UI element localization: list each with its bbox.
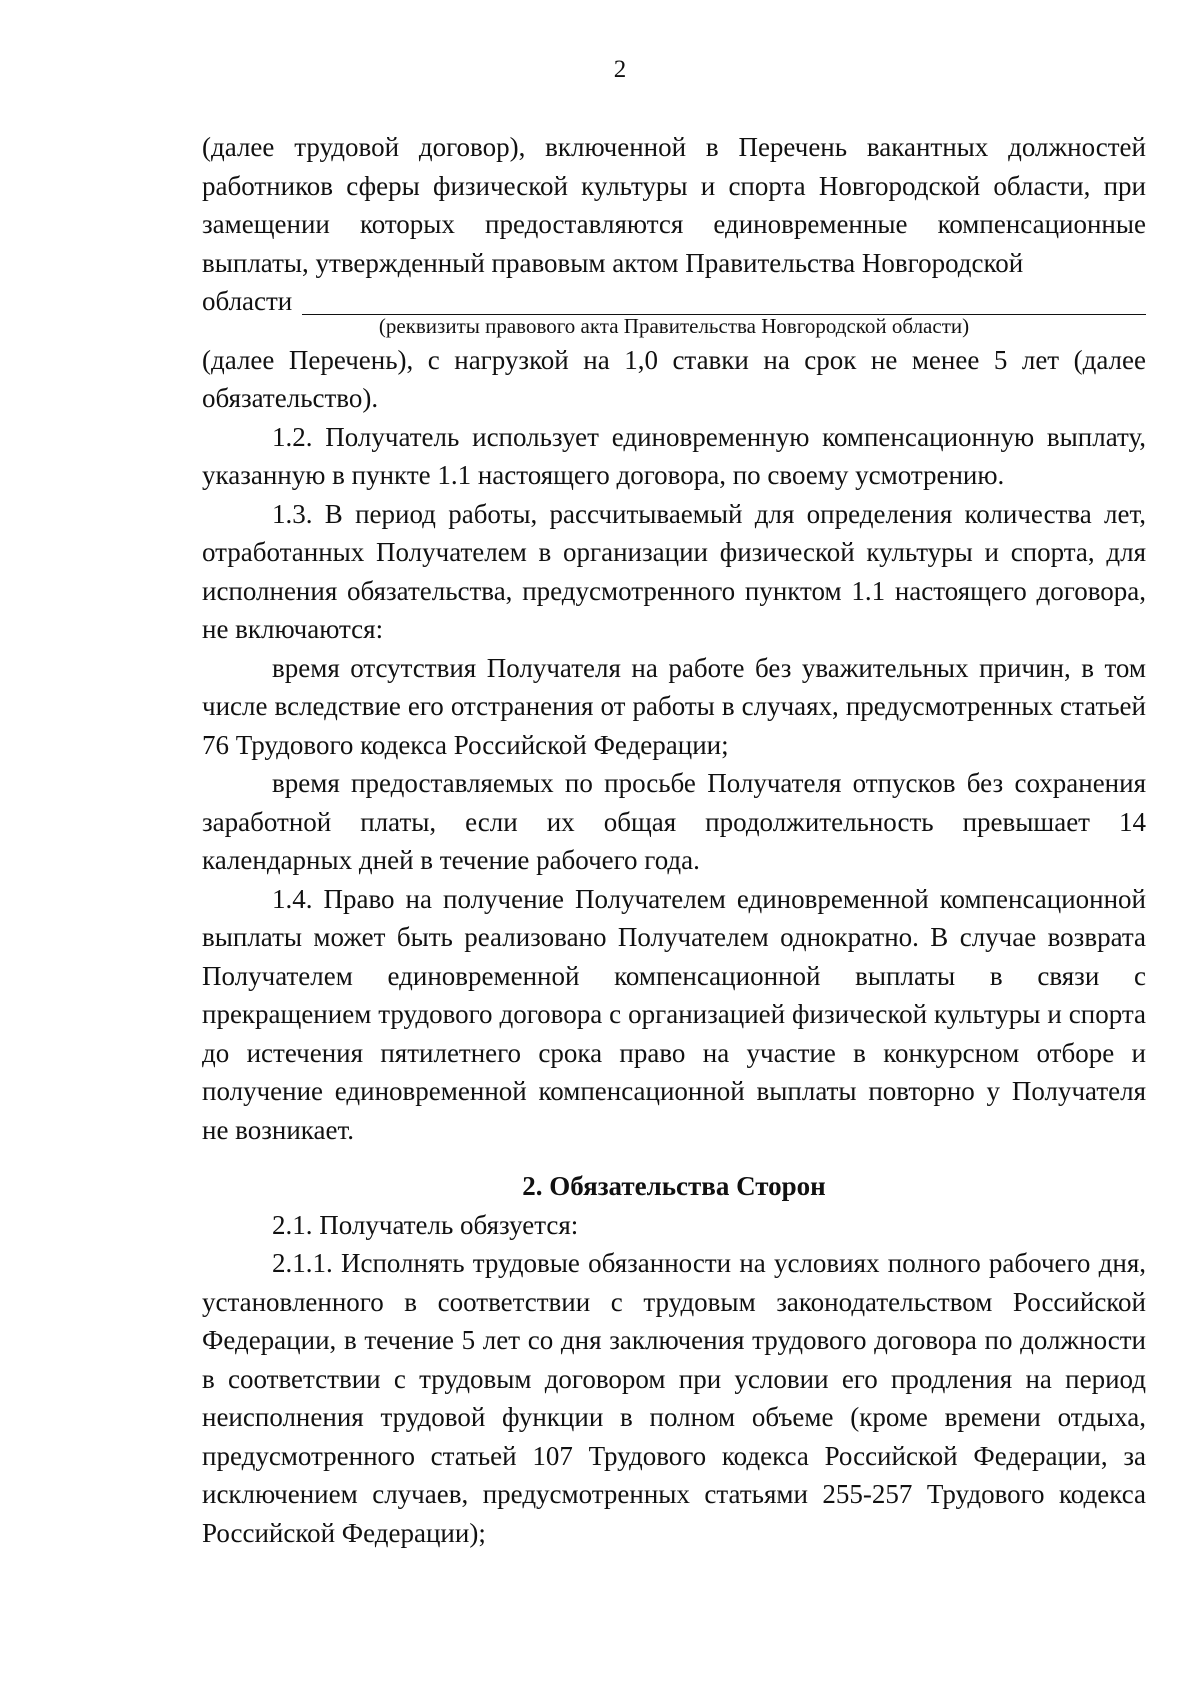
- section-2-heading: 2. Обязательства Сторон: [522, 1171, 826, 1201]
- paragraph-2-1: 2.1. Получатель обязуется:: [272, 1209, 579, 1240]
- document-body: [202, 128, 1146, 1552]
- paragraph-2-1-1: 2.1.1. Исполнять трудовые обязанности на условиях полного рабочего дня, установленного в соответствии с трудовым законодательством Российской Федерации, в течение 5 лет со дня заключения трудового договора по должности в соответствии с трудовым договором при условии его продления на период неисполнения трудовой функции в полном объеме (кроме времени отдыха, предусмотренного статьей 107 Трудового кодекса Российской Федерации, за исключением случаев, предусмотренных статьями 255-257 Трудового кодекса Российской Федерации);: [202, 1248, 1146, 1548]
- paragraph-1-3: 1.3. В период работы, рассчитываемый для определения количества лет, отработанных Получателем в организации физической культуры и спорта, для исполнения обязательства, предусмотренного пунктом 1.1 настоящего договора, не включаются:: [202, 498, 1146, 644]
- page-number: 2: [613, 56, 627, 83]
- paragraph-intro-part2: (далее Перечень), с нагрузкой на 1,0 ставки на срок не менее 5 лет (далее обязательство).: [202, 344, 1146, 413]
- paragraph-intro-part1: (далее трудовой договор), включенной в Перечень вакантных должностей работников сферы физической культуры и спорта Новгородской области, при замещении которых предоставляются единовременные компенсационные выплаты, утвержденный правовым актом Правительства Новгородской: [202, 132, 1146, 278]
- requisites-caption: (реквизиты правового акта Правительства Новгородской области): [378, 313, 970, 338]
- paragraph-intro-last-word: области: [202, 286, 293, 316]
- paragraph-1-3-a: время отсутствия Получателя на работе без уважительных причин, в том числе вследствие его отстранения от работы в случаях, предусмотренных статьей 76 Трудового кодекса Российской Федерации;: [202, 652, 1146, 760]
- paragraph-1-4: 1.4. Право на получение Получателем единовременной компенсационной выплаты может быть реализовано Получателем однократно. В случае возврата Получателем единовременной компенсационной выплаты в связи с прекращением трудового договора с организацией физической культуры и спорта до истечения пятилетнего срока право на участие в конкурсном отборе и получение единовременной компенсационной выплаты повторно у Получателя не возникает.: [202, 883, 1146, 1145]
- paragraph-1-3-b: время предоставляемых по просьбе Получателя отпусков без сохранения заработной платы, если их общая продолжительность превышает 14 календарных дней в течение рабочего года.: [202, 768, 1146, 875]
- paragraph-1-2: 1.2. Получатель использует единовременную компенсационную выплату, указанную в пункте 1.1 настоящего договора, по своему усмотрению.: [202, 421, 1146, 490]
